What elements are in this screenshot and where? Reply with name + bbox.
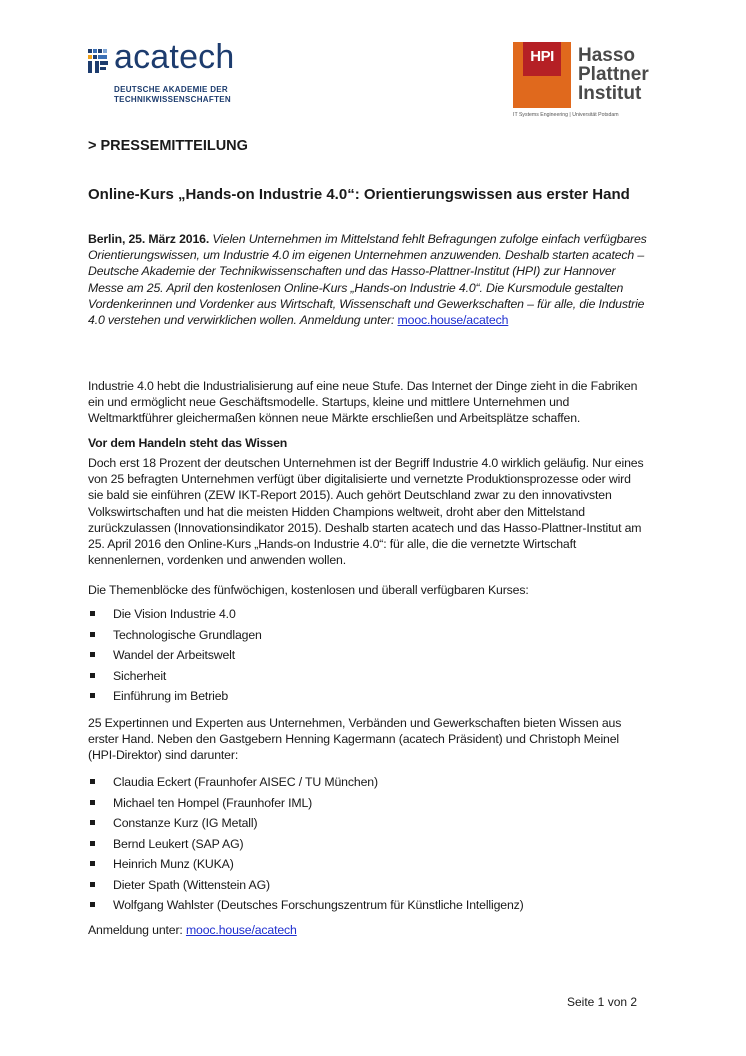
list-item: Heinrich Munz (KUKA) bbox=[88, 856, 648, 877]
acatech-subtitle-line2: TECHNIKWISSENSCHAFTEN bbox=[114, 95, 231, 104]
list-item: Sicherheit bbox=[88, 668, 648, 689]
paragraph-knowledge: Doch erst 18 Prozent der deutschen Unternehmen ist der Begriff Industrie 4.0 wirklich geläufig. Nur eines von 25 befragten Unternehmen verfügt über digitalisierte und vernetzte Produktionsprozesse oder wird sie bald sie einführen (ZEW IKT-Report 2015). Auch gehört Deutschland zwar zu den innovativsten Volkswirtschaften und hat die meisten Hidden Champions weltweit, droht aber den Mittelstand zurückzulassen (Innovationsindikator 2015). Deshalb starten acatech und das Hasso-Plattner-Institut am 25. April 2016 den Online-Kurs „Hands-on Industrie 4.0“: für alle, die die vernetzte Wirtschaft kennenlernen, vordenken und anwenden wollen. bbox=[88, 456, 644, 568]
registration-label: Anmeldung unter: bbox=[88, 923, 186, 937]
acatech-mark-icon bbox=[88, 49, 108, 73]
hpi-wordmark bbox=[578, 46, 649, 103]
paragraph-intro: Industrie 4.0 hebt die Industrialisierung auf eine neue Stufe. Das Internet der Dinge zieht in die Fabriken ein und ermöglicht neue Geschäftsmodelle. Startups, kleine und mittlere Unternehmen und Weltmarktführer gleichermaßen können neue Märkte erschließen und Arbeitsplätze schaffen. bbox=[88, 379, 638, 426]
experts-list bbox=[88, 774, 648, 918]
hpi-name-line1: Hasso bbox=[578, 45, 636, 66]
list-item: Einführung im Betrieb bbox=[88, 688, 648, 709]
hpi-name-line3: Institut bbox=[578, 83, 642, 104]
acatech-logo bbox=[88, 38, 258, 112]
list-item: Bernd Leukert (SAP AG) bbox=[88, 836, 648, 857]
list-item: Michael ten Hompel (Fraunhofer IML) bbox=[88, 795, 648, 816]
hpi-logo bbox=[510, 42, 660, 120]
page-number: Seite 1 von 2 bbox=[567, 995, 638, 1009]
topics-list bbox=[88, 606, 648, 709]
lead-text: Vielen Unternehmen im Mittelstand fehlt Befragungen zufolge einfach verfügbares Orientierungswissen, um Industrie 4.0 im eigenen Unternehmen anzuwenden. Deshalb starten acatech – Deutsche Akademie der Technikwissenschaften und das Hasso-Plattner-Institut (HPI) zur Hannover Messe am 25. April den kostenlosen Online-Kurs „Hands-on Industrie 4.0“. Die Kursmodule gestalten Vordenkerinnen und Vordenker aus Wirtschaft, Wissenschaft und Gewerkschaften – für alle, die Industrie 4.0 verstehen und verwirklichen wollen. Anmeldung unter: bbox=[88, 232, 647, 328]
headline: Online-Kurs „Hands-on Industrie 4.0“: Orientierungswissen aus erster Hand bbox=[88, 186, 630, 203]
acatech-subtitle-line1: DEUTSCHE AKADEMIE DER bbox=[114, 85, 229, 94]
lead-registration-link[interactable]: mooc.house/acatech bbox=[397, 313, 509, 328]
list-item: Technologische Grundlagen bbox=[88, 627, 648, 648]
hpi-tagline: IT Systems Engineering | Universität Potsdam bbox=[513, 112, 619, 118]
list-item: Dieter Spath (Wittenstein AG) bbox=[88, 877, 648, 898]
list-item: Die Vision Industrie 4.0 bbox=[88, 606, 648, 627]
dateline: Berlin, 25. März 2016. bbox=[88, 232, 210, 246]
subheading: Vor dem Handeln steht das Wissen bbox=[88, 436, 288, 450]
lead-paragraph bbox=[88, 231, 648, 328]
list-item: Claudia Eckert (Fraunhofer AISEC / TU München) bbox=[88, 774, 648, 795]
registration-line bbox=[88, 922, 297, 938]
paragraph-experts-intro: 25 Expertinnen und Experten aus Unternehmen, Verbänden und Gewerkschaften bieten Wissen aus erster Hand. Neben den Gastgebern Henning Kagermann (acatech Präsident) und Christoph Meinel (HPI-Direktor) sind darunter: bbox=[88, 716, 622, 763]
hpi-mark-icon bbox=[513, 42, 571, 108]
hpi-name-line2: Plattner bbox=[578, 64, 649, 85]
acatech-wordmark: acatech bbox=[114, 38, 235, 76]
registration-link[interactable]: mooc.house/acatech bbox=[185, 923, 297, 937]
acatech-subtitle bbox=[114, 85, 231, 105]
list-item: Wandel der Arbeitswelt bbox=[88, 647, 648, 668]
section-label: > PRESSEMITTEILUNG bbox=[88, 138, 248, 154]
list-item: Wolfgang Wahlster (Deutsches Forschungszentrum für Künstliche Intelligenz) bbox=[88, 897, 648, 918]
paragraph-topics-intro: Die Themenblöcke des fünfwöchigen, kostenlosen und überall verfügbaren Kurses: bbox=[88, 583, 529, 597]
list-item: Constanze Kurz (IG Metall) bbox=[88, 815, 648, 836]
hpi-mark-text: HPI bbox=[530, 48, 554, 65]
